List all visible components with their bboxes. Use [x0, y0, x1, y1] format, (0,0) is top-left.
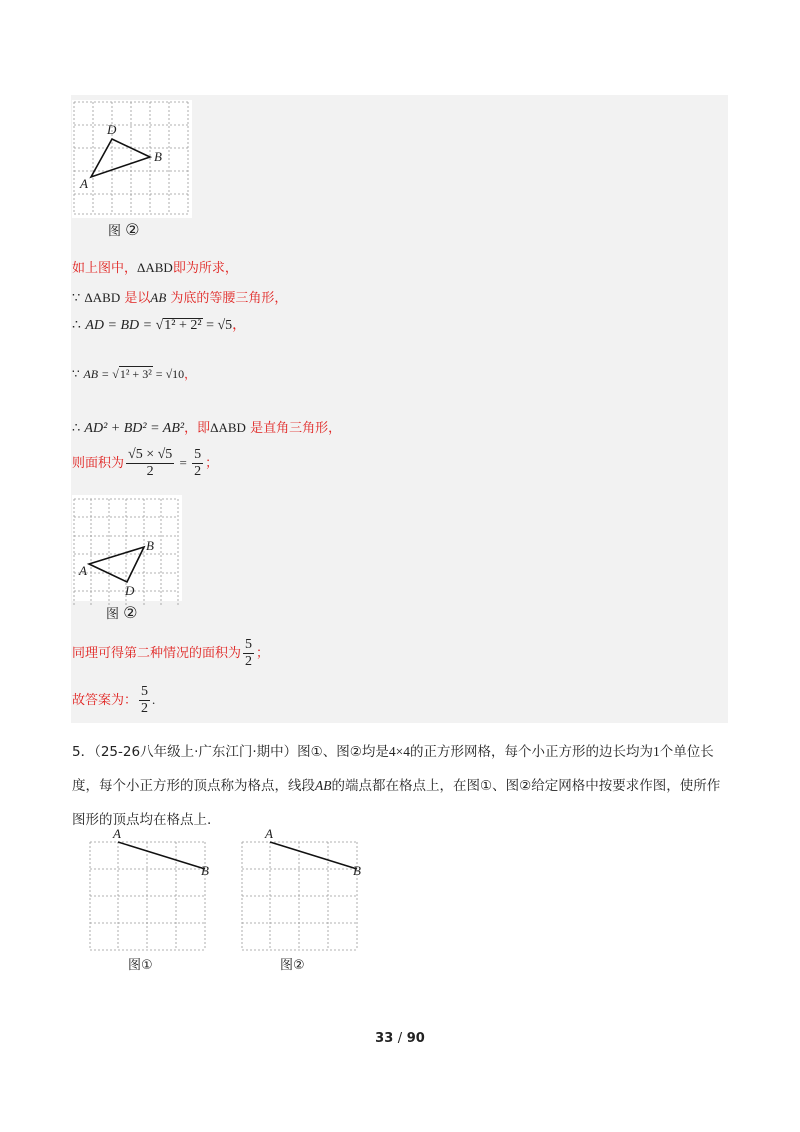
- label-b: B: [154, 149, 162, 164]
- question-5: 5．（25-26八年级上·广东江门·期中）图①、图②均是4×4的正方形网格，每个小正方形的边长均为1个单位长度，每个小正方形的顶点称为格点，线段AB的端点都在格点上，在图①、图②给定网格中按要求作图，使所作图形的顶点均在格点上.: [72, 744, 721, 828]
- answer-line-7: 同理可得第二种情况的面积为 $\frac{5}{2}$ ；: [72, 637, 270, 669]
- label-b: B: [146, 538, 154, 553]
- figure-caption: 图 ②: [108, 220, 140, 239]
- answer-line-1: 如上图中，ΔABD即为所求，: [72, 260, 238, 276]
- segment-ab: [270, 842, 357, 869]
- segment-ab: [118, 842, 205, 869]
- grid-figure-top: [72, 100, 192, 240]
- grid-figure-middle: [72, 495, 182, 623]
- answer-line-5: ∴ AD² + BD² = AB²，即ΔABD 是直角三角形，: [72, 420, 342, 436]
- label-a: A: [265, 826, 273, 841]
- label-a: A: [80, 176, 88, 191]
- label-b: B: [353, 863, 361, 878]
- grid-figure-1: [88, 826, 218, 976]
- label-d: D: [107, 122, 117, 137]
- figure-caption: 图 ②: [106, 603, 138, 622]
- grid-figure-2: [240, 826, 370, 976]
- answer-line-2: ∵ ΔABD 是以AB 为底的等腰三角形，: [72, 290, 288, 306]
- answer-line-3: ∴ AD = BD = √1² + 2² = √5，: [72, 317, 247, 333]
- figure-caption: 图①: [128, 958, 153, 973]
- answer-line-8: 故答案为： $\frac{5}{2}$ .: [72, 684, 156, 716]
- label-d: D: [125, 583, 135, 598]
- label-b: B: [201, 863, 209, 878]
- label-a: A: [113, 826, 121, 841]
- page-number: 33 / 90: [375, 1031, 425, 1046]
- answer-line-6: 则面积为 $\frac{√5 \times √5}{2}$ = $\frac{5}{2}$ ；: [72, 447, 219, 479]
- figure-caption: 图②: [280, 958, 305, 973]
- answer-line-4: ∵ AB = √1² + 3² = √10，: [72, 367, 197, 381]
- label-a: A: [79, 563, 87, 578]
